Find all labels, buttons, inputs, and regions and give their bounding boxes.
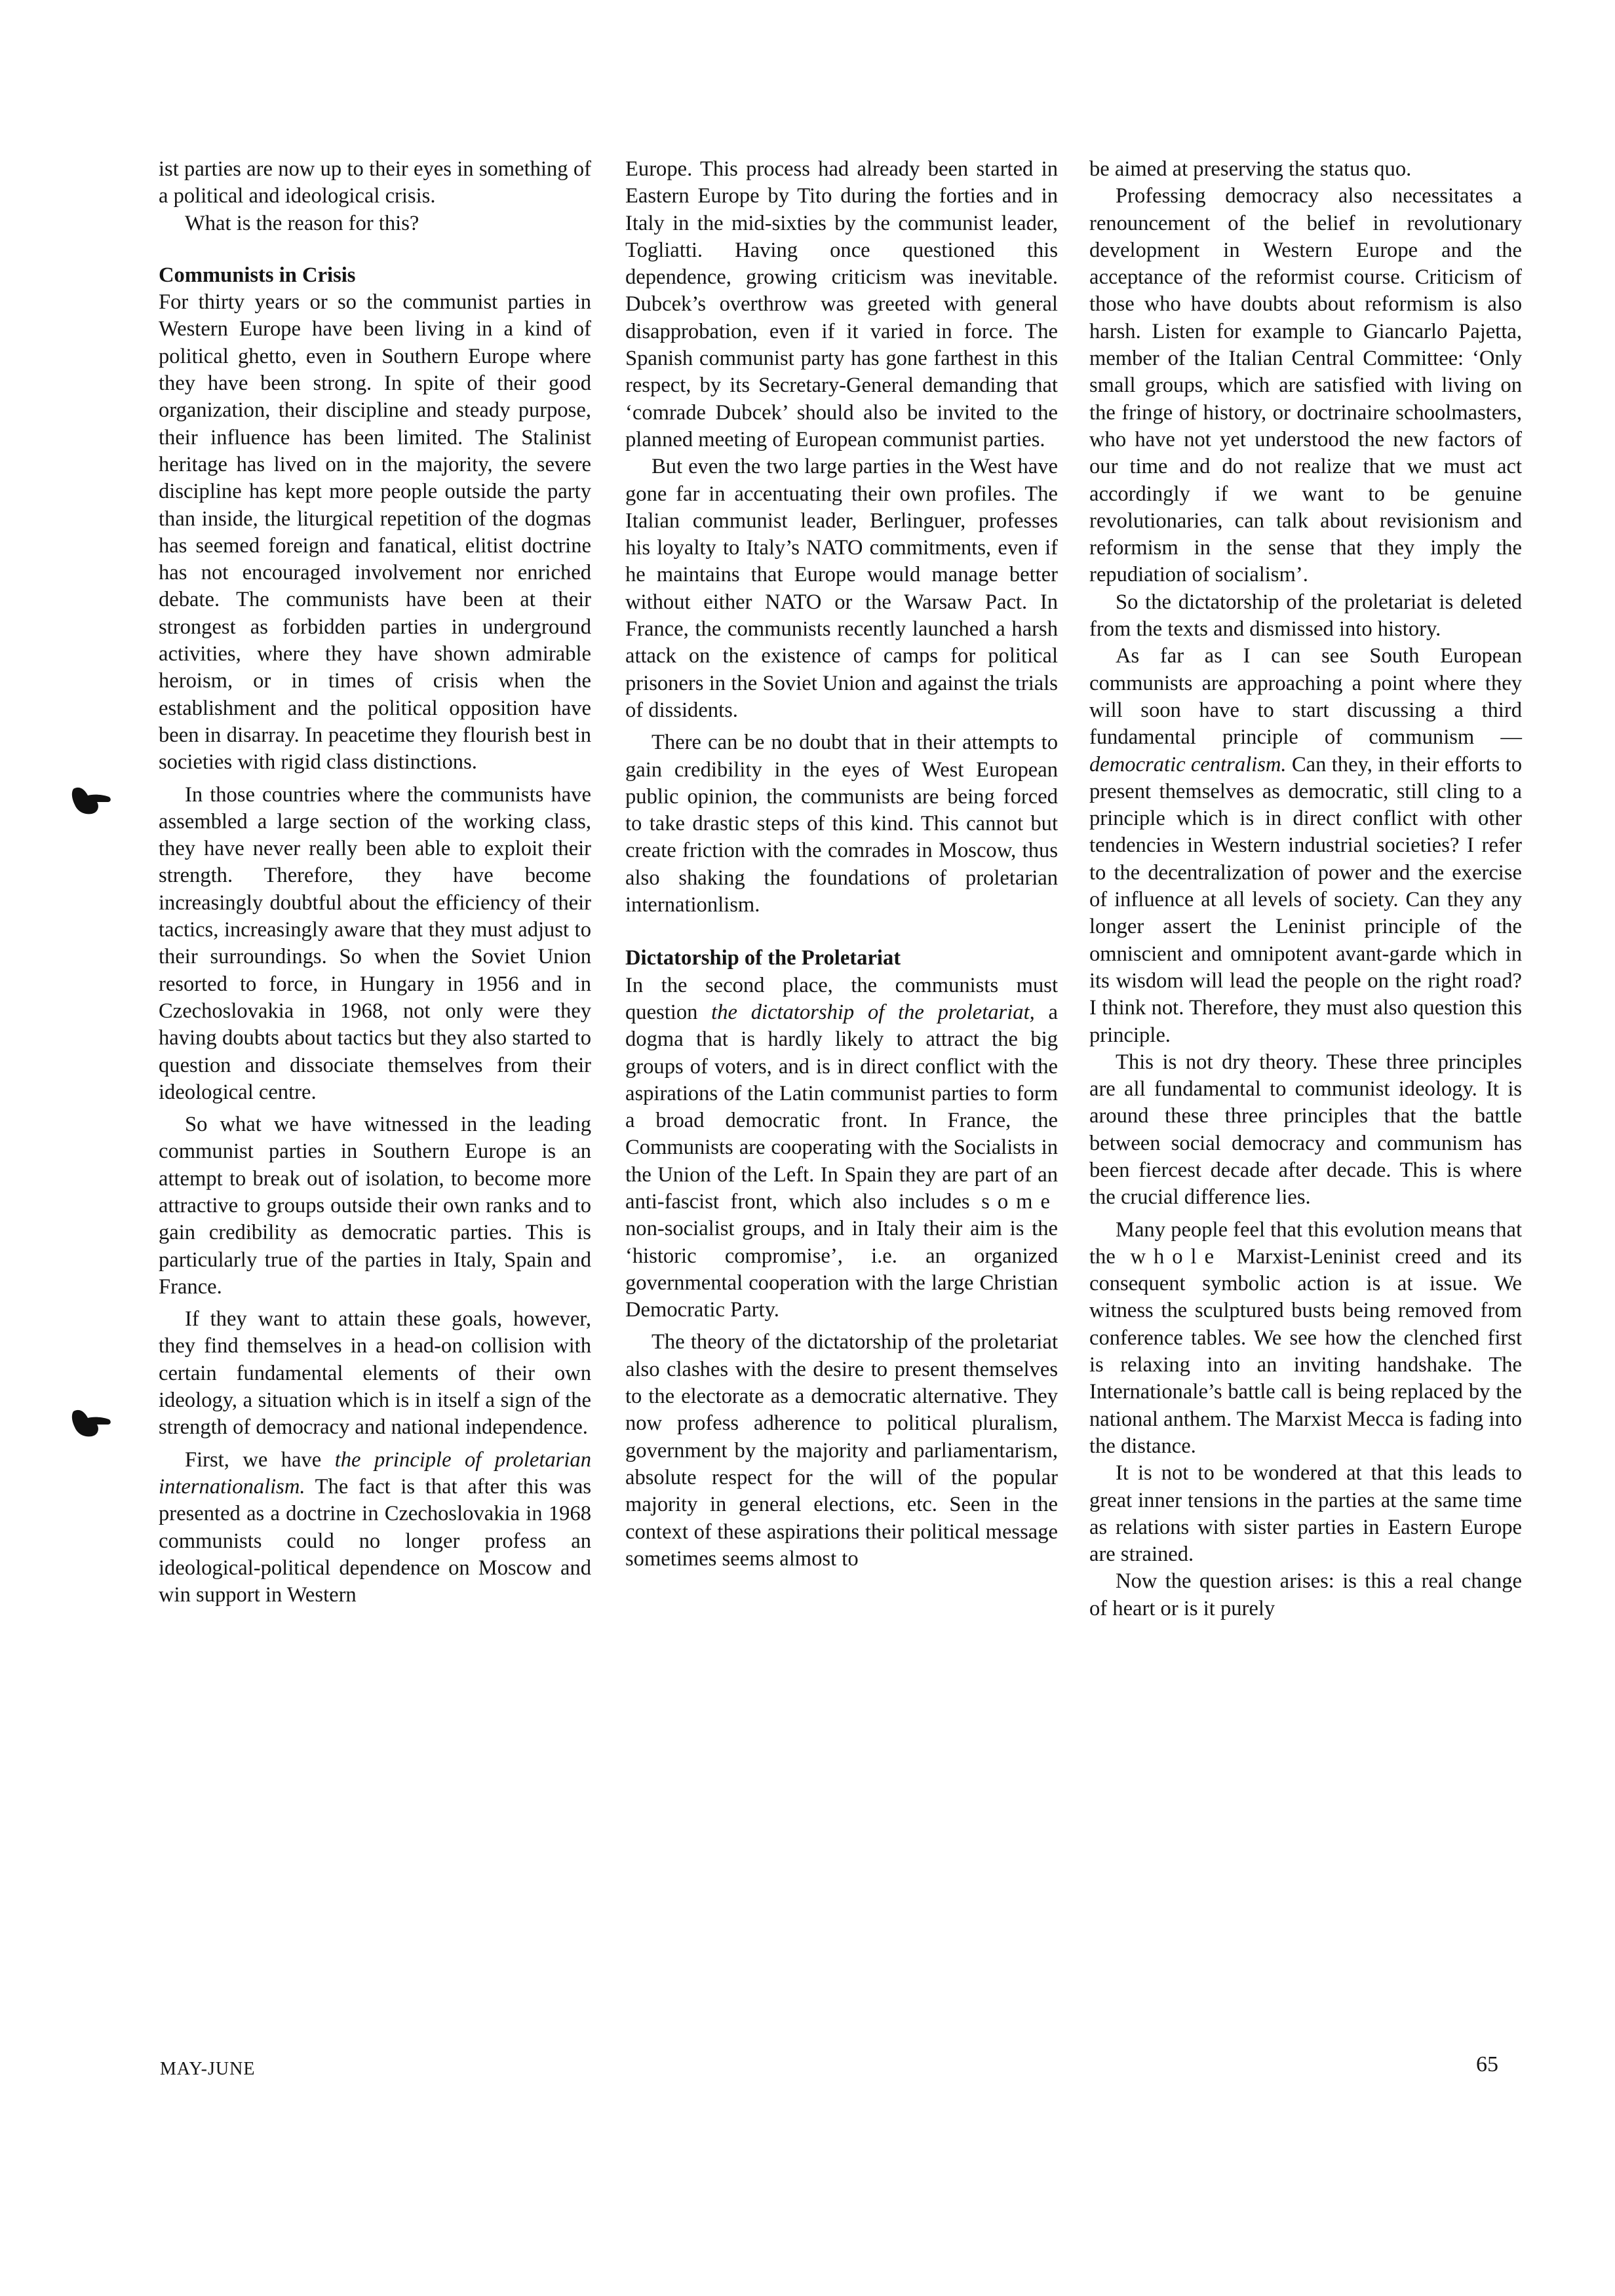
text-run: The fact is that after this was presented as a doctrine in Czechoslovakia in 1968 communists could no longer profess an ideological-political dependence on Moscow and win support in Western <box>159 1474 591 1607</box>
paragraph: The theory of the dictatorship of the proletariat also clashes with the desire to present themselves to the electorate as a democratic alternative. They now profess adherence to political pluralism, government by the majority and parliamentarism, absolute respect for the will of the popular majority in general elections, etc. Seen in the context of these aspirations their political message sometimes seems almost to <box>625 1330 1058 1571</box>
text-run: non-socialist groups, and in Italy their aim is the ‘historic compromise’, i.e. an organized governmental cooperation with the large Christian Democratic Party. <box>625 1217 1058 1322</box>
section-heading: Communists in Crisis <box>159 263 356 287</box>
text-run: Can they, in their efforts to present themselves as democratic, still cling to a principle which is in direct conflict with other tendencies in Western industrial societies? I refer to the decentralization of power and the exercise of influence at all levels of society. Can they any longer assert the Leninist principle of the omniscient and omnipotent avant-garde which in its wisdom will lead the people on the right road? I think not. Therefore, they must also question this principle. <box>1089 752 1522 1047</box>
paragraph <box>625 972 1058 1324</box>
text-run: a dogma that is hardly likely to attract the big groups of voters, and is in direct conflict with the aspirations of the Latin communist parties to form a broad democratic front. In France, the Communists are cooperating with the Socialists in the Union of the Left. In Spain they are part of an anti-fascist front, which also includes <box>625 1000 1058 1214</box>
emphasis-text: the dictatorship of the proletariat, <box>711 1000 1035 1024</box>
paragraph: ist parties are now up to their eyes in something of a political and ideological crisis. <box>159 157 591 208</box>
emphasis-text: democratic centralism. <box>1089 752 1287 776</box>
paragraph: But even the two large parties in the West have gone far in accentuating their own profiles. The Italian communist leader, Berlinguer, professes his loyalty to Italy’s NATO commitments, even if he maintains that Europe would manage better without either NATO or the Warsaw Pact. In France, the communists recently launched a harsh attack on the existence of camps for political prisoners in the Soviet Union and against the trials of dissidents. <box>625 455 1058 722</box>
text-run: First, we have <box>185 1447 335 1472</box>
paragraph: So the dictatorship of the proletariat is deleted from the texts and dismissed into history. <box>1089 590 1522 641</box>
paragraph: For thirty years or so the communist parties in Western Europe have been living in a kind of political ghetto, even in Southern Europe where they have been strong. In spite of their good organization, their discipline and steady purpose, their influence has been limited. The Stalinist heritage has lived on in the majority, the severe discipline has kept more people outside the party than inside, the liturgical repetition of the dogmas has seemed foreign and fanatical, elitist doctrine has not encouraged involvement nor enriched debate. The communists have been at their strongest as forbidden parties in underground activities, where they have shown admirable heroism, or in times of crisis when the establishment and the political opposition have been in disarray. In peacetime they flourish best in societies with rigid class distinctions. <box>159 290 591 775</box>
article-column-3 <box>1089 156 1522 1622</box>
article-column-2 <box>625 156 1058 1573</box>
paragraph: It is not to be wondered at that this leads to great inner tensions in the parties at the same time as relations with sister parties in Eastern Europe are strained. <box>1089 1461 1522 1567</box>
paragraph: There can be no doubt that in their attempts to gain credibility in the eyes of West European public opinion, the communists are being forced to take drastic steps of this kind. This cannot but create friction with the comrades in Moscow, thus also shaking the foundations of proletarian internationlism. <box>625 731 1058 917</box>
pointing-hand-icon <box>68 1398 114 1444</box>
paragraph <box>159 1447 591 1609</box>
paragraph: be aimed at preserving the status quo. <box>1089 157 1412 181</box>
paragraph: This is not dry theory. These three principles are all fundamental to communist ideology. It is around these three principles that the battle between social democracy and communism has been fiercest decade after decade. This is where the crucial difference lies. <box>1089 1050 1522 1210</box>
paragraph: In those countries where the communists have assembled a large section of the working class, they have never really been able to exploit their strength. Therefore, they have become increasingly doubtful about the efficiency of their tactics, increasingly aware that they must adjust to their surroundings. So when the Soviet Union resorted to force, in Hungary in 1956 and in Czechoslovakia in 1968, not only were they having doubts about tactics but they also started to question and dissociate themselves from their ideological centre. <box>159 782 591 1104</box>
paragraph: So what we have witnessed in the leading communist parties in Southern Europe is an attempt to break out of isolation, to become more attractive to groups outside their own ranks and to gain credibility as democratic parties. This is particularly true of the parties in Italy, Spain and France. <box>159 1113 591 1299</box>
page-number: 65 <box>1476 2052 1498 2076</box>
text-run: Many people feel that this evolution means that the <box>1089 1217 1522 1269</box>
emphasis-text: the principle of proletarian internationalism. <box>159 1447 591 1499</box>
pointing-hand-icon <box>68 776 114 822</box>
section-heading: Dictatorship of the Proletariat <box>625 946 901 970</box>
paragraph <box>1089 1217 1522 1461</box>
spaced-text: some <box>981 1189 1058 1214</box>
paragraph: What is the reason for this? <box>185 211 419 235</box>
text-run: Marxist-Leninist creed and its consequent symbolic action is at issue. We witness the sculptured busts being removed from conference tables. We see how the clenched first is relaxing into an inviting handshake. The Internationale’s battle call is being replaced by the national anthem. The Marxist Mecca is fading into the distance. <box>1089 1244 1522 1458</box>
paragraph: If they want to attain these goals, however, they find themselves in a head-on collision with certain fundamental elements of their own ideology, a situation which is in itself a sign of the strength of democracy and national independence. <box>159 1307 591 1440</box>
paragraph <box>1089 643 1522 1048</box>
paragraph: Professing democracy also necessitates a renouncement of the belief in revolutionary development in Western Europe and the acceptance of the reformist course. Criticism of those who have doubts about reformism is also harsh. Listen for example to Giancarlo Pajetta, member of the Italian Central Committee: ‘Only small groups, which are satisfied with living on the fringe of history, or doctrinaire schoolmasters, who have not yet understood the new factors of our time and do not realize that we must act accordingly if we want to be genuine revolutionaries, can talk about revisionism and reformism in the sense that they imply the repudiation of socialism’. <box>1089 184 1522 587</box>
paragraph: Europe. This process had already been started in Eastern Europe by Tito during the forties and in Italy in the mid-sixties by the communist leader, Togliatti. Having once questioned this dependence, growing criticism was inevitable. Dubcek’s overthrow was greeted with general disapprobation, even if it varied in force. The Spanish communist party has gone farthest in this respect, by its Secretary-General demanding that ‘comrade Dubcek’ should also be invited to the planned meeting of European communist parties. <box>625 157 1058 451</box>
article-column-1 <box>159 156 591 1609</box>
paragraph: Now the question arises: is this a real change of heart or is it purely <box>1089 1569 1522 1620</box>
text-run: In the second place, the communists must question <box>625 973 1058 1024</box>
spaced-text: whole <box>1130 1244 1222 1269</box>
text-run: As far as I can see South European communists are approaching a point where they will soon have to start discussing a third fundamental principle of communism — <box>1089 644 1522 750</box>
issue-label: MAY-JUNE <box>160 2059 256 2079</box>
